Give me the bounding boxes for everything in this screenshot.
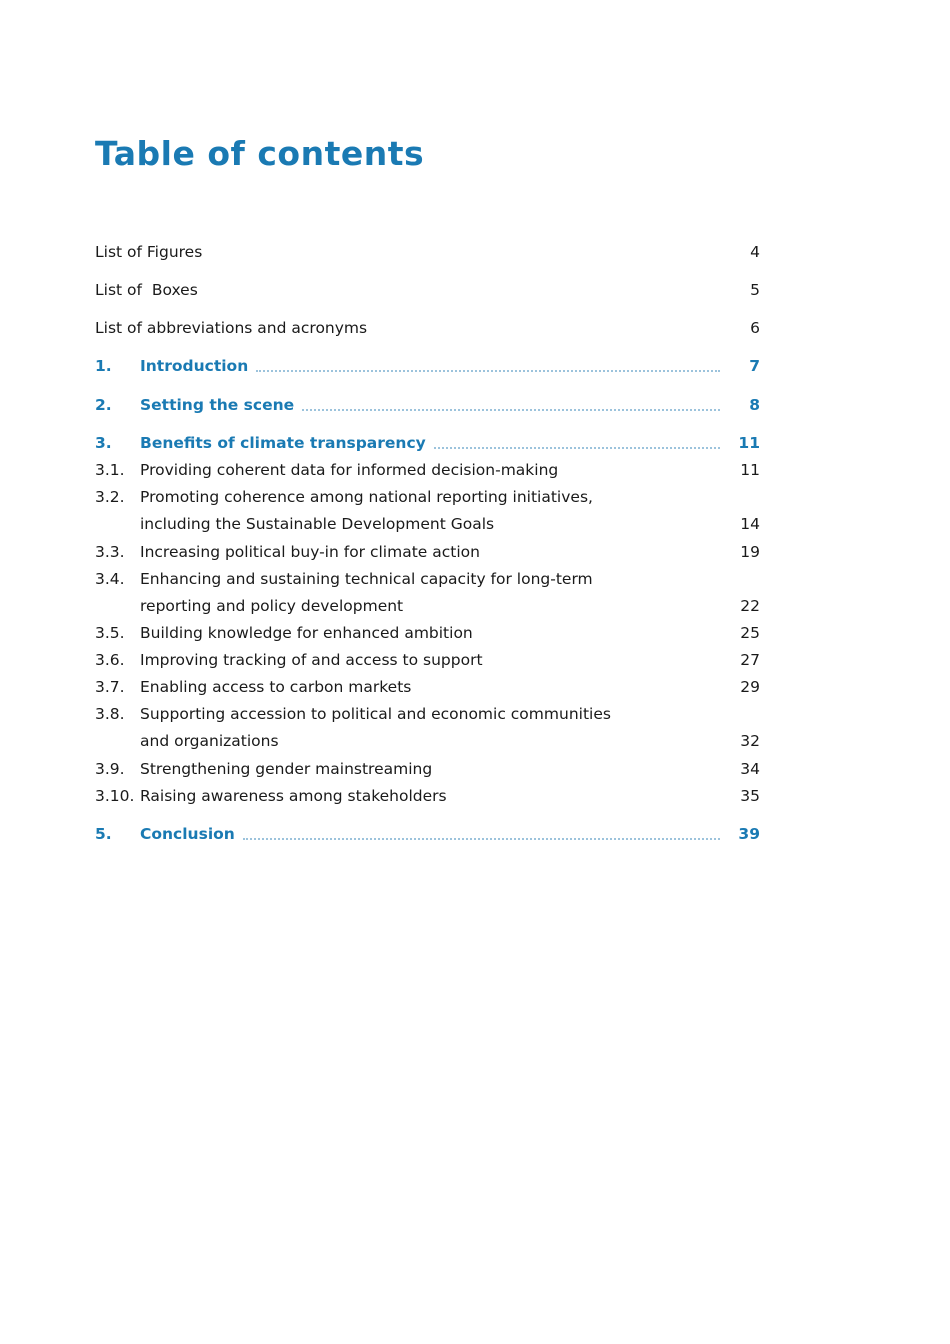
toc-section-label-line2: reporting and policy development (140, 597, 404, 615)
toc-section-label-line2: and organizations (140, 732, 279, 750)
toc-chapter-label: Setting the scene (140, 396, 295, 414)
toc-section-label: Enabling access to carbon markets (140, 678, 412, 696)
toc-section-label-line2: including the Sustainable Development Goals (140, 515, 495, 533)
toc-section-label: Building knowledge for enhanced ambition (140, 624, 473, 642)
toc-chapter-number: 3. (95, 434, 112, 452)
toc-section-number: 3.1. (95, 461, 125, 479)
toc-entry-list-of-figures[interactable] (95, 239, 760, 266)
toc-section-number: 3.8. (95, 705, 125, 723)
toc-section-page: 14 (740, 515, 760, 533)
toc-section-page: 32 (740, 732, 760, 750)
toc-section-number: 3.7. (95, 678, 125, 696)
toc-entry-label: List of abbreviations and acronyms (95, 319, 368, 337)
toc-section-3-6[interactable] (95, 647, 760, 674)
toc-section-number: 3.2. (95, 488, 125, 506)
toc-chapter-benefits[interactable] (95, 430, 760, 457)
toc-section-label: Promoting coherence among national reporting initiatives, (140, 488, 593, 506)
toc-chapter-number: 5. (95, 825, 112, 843)
toc-section-label: Strengthening gender mainstreaming (140, 760, 433, 778)
toc-chapter-setting-the-scene[interactable] (95, 392, 760, 419)
page-title: Table of contents (95, 134, 425, 173)
toc-chapter-label: Conclusion (140, 825, 235, 843)
toc-section-page: 11 (740, 461, 760, 479)
toc-section-number: 3.9. (95, 760, 125, 778)
toc-section-3-4[interactable] (95, 566, 760, 593)
toc-section-label: Raising awareness among stakeholders (140, 787, 447, 805)
toc-section-3-7[interactable] (95, 674, 760, 701)
toc-entry-page: 4 (750, 243, 760, 261)
toc-section-label: Providing coherent data for informed decision-making (140, 461, 559, 479)
toc-chapter-page: 7 (749, 357, 760, 375)
toc-section-page: 35 (740, 787, 760, 805)
toc-section-page: 27 (740, 651, 760, 669)
toc-section-3-2-continued[interactable] (95, 511, 760, 538)
dot-leader (302, 392, 720, 411)
toc-entry-label: List of Figures (95, 243, 203, 261)
toc-section-label: Increasing political buy-in for climate action (140, 543, 480, 561)
toc-entry-page: 5 (750, 281, 760, 299)
toc-section-page: 19 (740, 543, 760, 561)
toc-section-page: 29 (740, 678, 760, 696)
toc-chapter-page: 8 (749, 396, 760, 414)
toc-chapter-introduction[interactable] (95, 353, 760, 380)
toc-section-number: 3.3. (95, 543, 125, 561)
toc-entry-list-of-abbreviations[interactable] (95, 315, 760, 342)
toc-entry-list-of-boxes[interactable] (95, 277, 760, 304)
toc-chapter-number: 2. (95, 396, 112, 414)
toc-section-page: 22 (740, 597, 760, 615)
toc-section-label: Improving tracking of and access to support (140, 651, 483, 669)
toc-section-number: 3.4. (95, 570, 125, 588)
toc-section-3-4-continued[interactable] (95, 593, 760, 620)
toc-entry-page: 6 (750, 319, 760, 337)
toc-chapter-label: Benefits of climate transparency (140, 434, 426, 452)
toc-chapter-label: Introduction (140, 357, 249, 375)
toc-section-label: Enhancing and sustaining technical capacity for long-term (140, 570, 593, 588)
toc-chapter-page: 39 (738, 825, 760, 843)
toc-section-number: 3.5. (95, 624, 125, 642)
dot-leader (243, 821, 720, 840)
toc-section-label: Supporting accession to political and economic communities (140, 705, 611, 723)
dot-leader (434, 430, 720, 449)
toc-chapter-page: 11 (738, 434, 760, 452)
toc-section-3-10[interactable] (95, 783, 760, 810)
dot-leader (256, 353, 720, 372)
toc-section-3-3[interactable] (95, 539, 760, 566)
toc-section-3-1[interactable] (95, 457, 760, 484)
toc-section-3-5[interactable] (95, 620, 760, 647)
toc-section-3-8[interactable] (95, 701, 760, 728)
toc-section-3-8-continued[interactable] (95, 728, 760, 755)
toc-section-page: 34 (740, 760, 760, 778)
toc-section-number: 3.6. (95, 651, 125, 669)
toc-chapter-conclusion[interactable] (95, 821, 760, 848)
toc-section-page: 25 (740, 624, 760, 642)
toc-entry-label: List of Boxes (95, 281, 198, 299)
toc-section-number: 3.10. (95, 787, 135, 805)
toc-chapter-number: 1. (95, 357, 112, 375)
toc-section-3-2[interactable] (95, 484, 760, 511)
toc-section-3-9[interactable] (95, 756, 760, 783)
